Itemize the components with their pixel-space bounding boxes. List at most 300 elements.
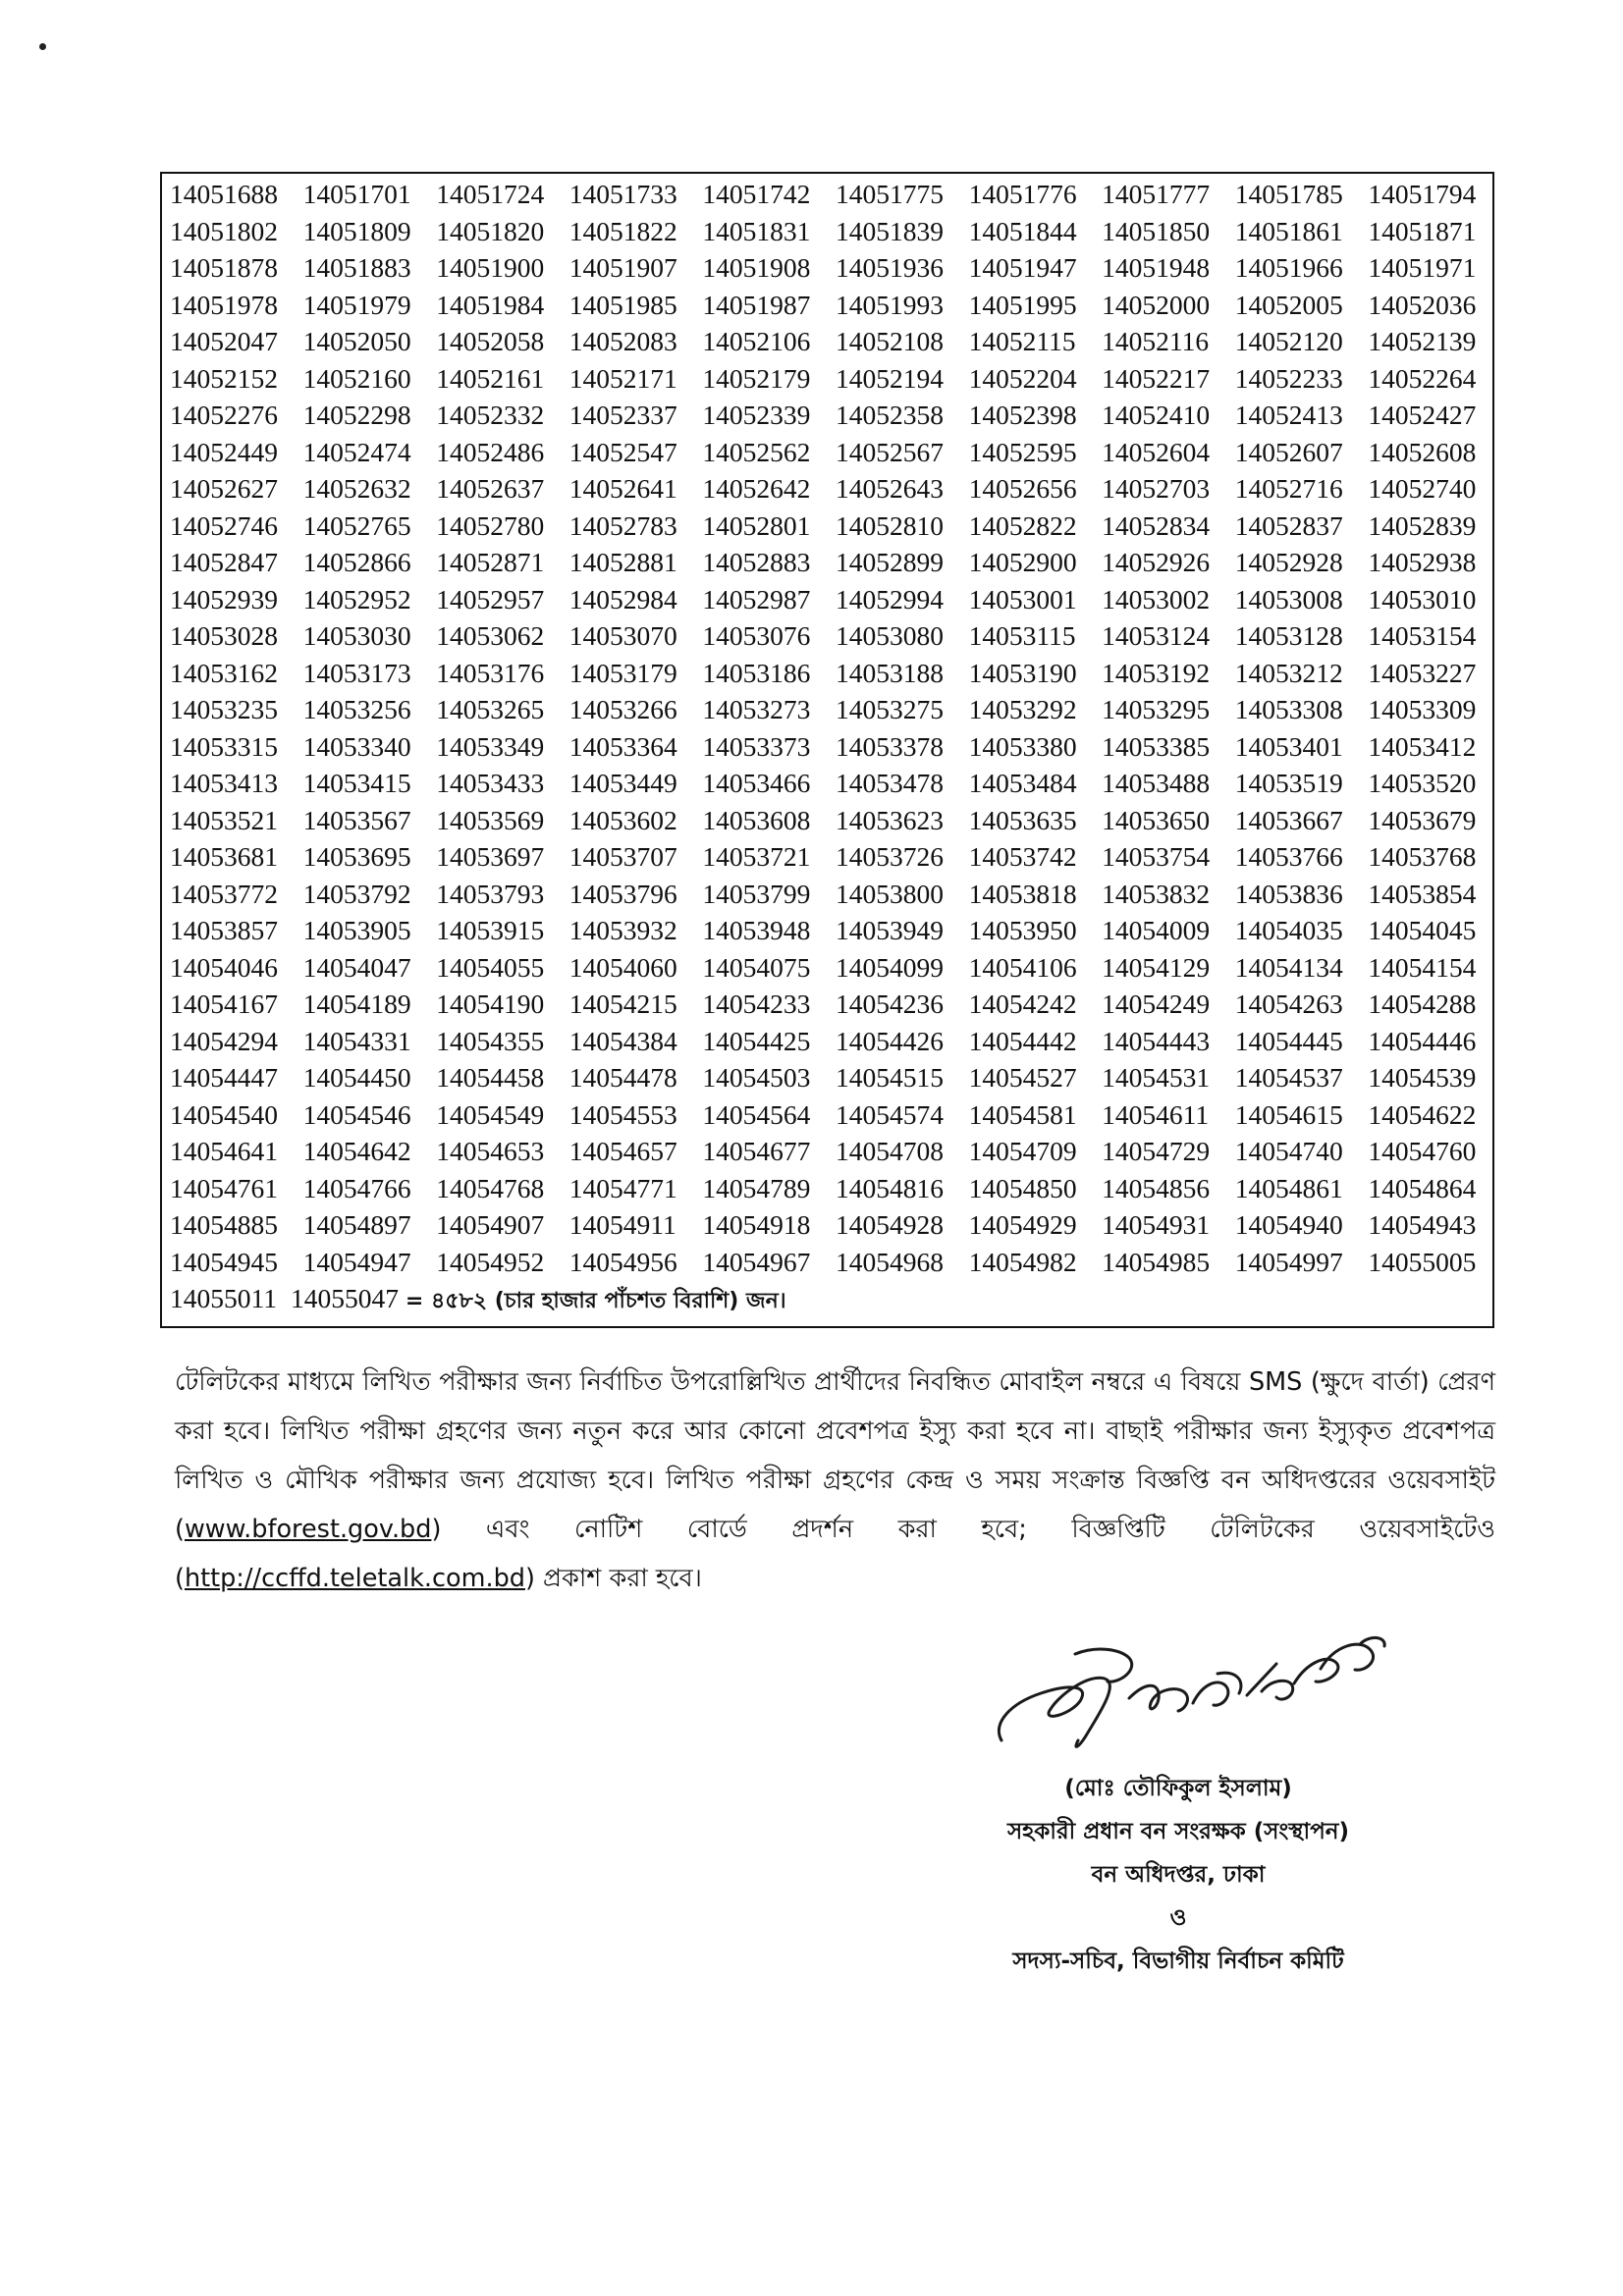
roll-number: 14054615 <box>1234 1098 1343 1130</box>
roll-number: 14054611 <box>1102 1098 1210 1130</box>
roll-number: 14054789 <box>702 1172 811 1203</box>
roll-number: 14052939 <box>170 583 278 614</box>
roll-number: 14052005 <box>1234 289 1343 320</box>
roll-number: 14054236 <box>835 988 944 1019</box>
roll-number: 14052298 <box>302 400 411 430</box>
roll-number: 14052994 <box>835 583 944 614</box>
roll-number: 14054956 <box>568 1246 677 1277</box>
roll-number: 14051839 <box>835 215 944 246</box>
signatory-designation: সহকারী প্রধান বন সংরক্ষক (সংস্থাপন) <box>1006 1819 1350 1844</box>
signatory-block <box>844 1767 1512 1983</box>
roll-number: 14054263 <box>1234 988 1343 1019</box>
roll-number: 14053932 <box>568 915 677 945</box>
roll-number: 14054047 <box>302 951 411 983</box>
roll-number: 14053002 <box>1102 583 1211 614</box>
roll-number: 14052740 <box>1368 473 1477 504</box>
roll-number: 14052595 <box>968 436 1077 467</box>
roll-number: 14054940 <box>1234 1209 1343 1240</box>
notice-text: ) এবং নোটিশ বোর্ডে প্রদর্শন করা হবে; বিজ্ঞপ্তিটি টেলিটকের ওয়েবসাইটেও ( <box>175 1515 1495 1593</box>
roll-number: 14053567 <box>302 804 411 835</box>
roll-number: 14054574 <box>835 1098 944 1130</box>
roll-number: 14054458 <box>436 1062 545 1093</box>
roll-number: 14054761 <box>170 1172 278 1203</box>
roll-number: 14052120 <box>1234 326 1343 356</box>
roll-number: 14054766 <box>302 1172 411 1203</box>
roll-number: 14052115 <box>968 326 1076 356</box>
roll-number: 14053520 <box>1368 768 1477 798</box>
roll-number: 14053772 <box>170 878 278 909</box>
roll-number: 14052108 <box>835 326 944 356</box>
roll-number: 14053308 <box>1234 694 1343 724</box>
roll-number: 14052562 <box>702 436 811 467</box>
roll-number: 14053080 <box>835 620 944 651</box>
roll-number: 14053799 <box>702 878 811 909</box>
roll-number: 14054918 <box>702 1209 811 1240</box>
signatory-office: বন অধিদপ্তর, ঢাকা <box>1091 1862 1266 1888</box>
roll-number: 14054885 <box>170 1209 278 1240</box>
roll-number: 14053950 <box>968 915 1077 945</box>
roll-number: 14051908 <box>702 252 811 283</box>
roll-number: 14053315 <box>170 730 278 762</box>
roll-number: 14055011 <box>170 1283 277 1313</box>
roll-number: 14051900 <box>436 252 545 283</box>
roll-number: 14053265 <box>436 694 545 724</box>
roll-number: 14053295 <box>1102 694 1211 724</box>
roll-number: 14054929 <box>968 1209 1077 1240</box>
roll-number: 14054331 <box>302 1025 411 1056</box>
roll-number: 14054653 <box>436 1136 545 1166</box>
roll-number: 14052160 <box>302 362 411 394</box>
roll-number: 14054947 <box>302 1246 411 1277</box>
roll-number: 14054911 <box>568 1209 676 1240</box>
roll-number: 14051984 <box>436 289 545 320</box>
roll-number: 14052339 <box>702 400 811 430</box>
roll-number: 14053608 <box>702 804 811 835</box>
roll-number: 14053742 <box>968 841 1077 872</box>
roll-number: 14054816 <box>835 1172 944 1203</box>
roll-number: 14053635 <box>968 804 1077 835</box>
roll-number: 14054931 <box>1102 1209 1211 1240</box>
roll-number: 14053188 <box>835 657 944 688</box>
roll-number: 14051995 <box>968 289 1077 320</box>
roll-number: 14053235 <box>170 694 278 724</box>
roll-number: 14054233 <box>702 988 811 1019</box>
roll-number: 14051809 <box>302 215 411 246</box>
roll-number: 14053695 <box>302 841 411 872</box>
roll-number: 14052810 <box>835 509 944 541</box>
roll-number: 14052928 <box>1234 547 1343 577</box>
roll-number: 14054943 <box>1368 1209 1477 1240</box>
roll-number: 14054740 <box>1234 1136 1343 1166</box>
roll-number: 14053949 <box>835 915 944 945</box>
roll-number: 14054060 <box>568 951 677 983</box>
roll-number: 14052217 <box>1102 362 1211 394</box>
roll-number: 14052627 <box>170 473 278 504</box>
roll-number: 14054928 <box>835 1209 944 1240</box>
roll-number: 14051777 <box>1102 179 1211 209</box>
roll-number: 14053697 <box>436 841 545 872</box>
roll-number: 14054446 <box>1368 1025 1477 1056</box>
roll-number: 14052047 <box>170 326 278 356</box>
roll-number: 14053521 <box>170 804 278 835</box>
roll-number: 14054945 <box>170 1246 278 1277</box>
roll-number: 14052398 <box>968 400 1077 430</box>
roll-number: 14054540 <box>170 1098 278 1130</box>
roll-number: 14054099 <box>835 951 944 983</box>
roll-number: 14053176 <box>436 657 545 688</box>
roll-number: 14054622 <box>1368 1098 1477 1130</box>
roll-number: 14053623 <box>835 804 944 835</box>
roll-number-table <box>160 172 1494 1328</box>
roll-number: 14053449 <box>568 768 677 798</box>
roll-number: 14052194 <box>835 362 944 394</box>
roll-number: 14053212 <box>1234 657 1343 688</box>
roll-number: 14051701 <box>302 179 411 209</box>
roll-final-line <box>170 1280 1492 1320</box>
roll-number: 14053385 <box>1102 730 1211 762</box>
roll-number: 14053667 <box>1234 804 1343 835</box>
roll-number: 14052050 <box>302 326 411 356</box>
roll-number: 14052847 <box>170 547 278 577</box>
roll-number: 14053707 <box>568 841 677 872</box>
roll-number: 14053569 <box>436 804 545 835</box>
roll-number: 14052486 <box>436 436 545 467</box>
roll-number: 14054856 <box>1102 1172 1211 1203</box>
roll-number: 14051742 <box>702 179 811 209</box>
roll-number: 14052264 <box>1368 362 1477 394</box>
roll-number: 14054442 <box>968 1025 1077 1056</box>
roll-number: 14051985 <box>568 289 677 320</box>
roll-number: 14053818 <box>968 878 1077 909</box>
roll-number: 14053488 <box>1102 768 1211 798</box>
roll-number: 14052171 <box>568 362 677 394</box>
roll-number: 14053401 <box>1234 730 1343 762</box>
roll-number: 14054907 <box>436 1209 545 1240</box>
roll-number: 14052000 <box>1102 289 1211 320</box>
roll-number: 14053433 <box>436 768 545 798</box>
roll-number: 14052567 <box>835 436 944 467</box>
roll-number: 14052604 <box>1102 436 1211 467</box>
page-mark-dot <box>39 43 46 50</box>
roll-number: 14051724 <box>436 179 545 209</box>
roll-number: 14052716 <box>1234 473 1343 504</box>
bforest-website-link[interactable]: www.bforest.gov.bd <box>184 1515 432 1544</box>
roll-number: 14054553 <box>568 1098 677 1130</box>
roll-number: 14052632 <box>302 473 411 504</box>
roll-number: 14053373 <box>702 730 811 762</box>
roll-number: 14054426 <box>835 1025 944 1056</box>
roll-number: 14052938 <box>1368 547 1477 577</box>
roll-number: 14052957 <box>436 583 545 614</box>
roll-number: 14052642 <box>702 473 811 504</box>
roll-number: 14054425 <box>702 1025 811 1056</box>
roll-number: 14054443 <box>1102 1025 1211 1056</box>
roll-number: 14052152 <box>170 362 278 394</box>
roll-number: 14054581 <box>968 1098 1077 1130</box>
roll-number: 14053681 <box>170 841 278 872</box>
roll-number: 14053412 <box>1368 730 1477 762</box>
roll-number: 14052656 <box>968 473 1077 504</box>
roll-number: 14053070 <box>568 620 677 651</box>
roll-number: 14053915 <box>436 915 545 945</box>
teletalk-website-link[interactable]: http://ccffd.teletalk.com.bd <box>184 1564 525 1593</box>
roll-number: 14054215 <box>568 988 677 1019</box>
roll-number: 14053415 <box>302 768 411 798</box>
roll-number: 14051733 <box>568 179 677 209</box>
roll-number: 14053349 <box>436 730 545 762</box>
total-count: = ৪৫৮২ (চার হাজার পাঁচশত বিরাশি) জন। <box>405 1289 786 1313</box>
roll-number: 14054355 <box>436 1025 545 1056</box>
roll-number: 14053364 <box>568 730 677 762</box>
roll-number: 14051993 <box>835 289 944 320</box>
roll-number: 14053266 <box>568 694 677 724</box>
roll-number: 14053754 <box>1102 841 1211 872</box>
roll-number: 14051987 <box>702 289 811 320</box>
roll-number: 14052926 <box>1102 547 1211 577</box>
roll-number: 14051878 <box>170 252 278 283</box>
roll-number: 14053721 <box>702 841 811 872</box>
roll-number: 14051948 <box>1102 252 1211 283</box>
roll-number: 14054539 <box>1368 1062 1477 1093</box>
roll-number: 14053154 <box>1368 620 1477 651</box>
roll-number: 14053857 <box>170 915 278 945</box>
roll-number: 14054952 <box>436 1246 545 1277</box>
roll-number: 14053179 <box>568 657 677 688</box>
roll-number: 14052608 <box>1368 436 1477 467</box>
roll-number: 14053124 <box>1102 620 1211 651</box>
roll-number: 14052413 <box>1234 400 1343 430</box>
roll-number: 14052883 <box>702 547 811 577</box>
roll-number: 14053948 <box>702 915 811 945</box>
roll-number: 14051966 <box>1234 252 1343 283</box>
roll-number: 14052839 <box>1368 509 1477 541</box>
roll-number: 14051861 <box>1234 215 1343 246</box>
roll-number: 14051883 <box>302 252 411 283</box>
roll-number: 14052083 <box>568 326 677 356</box>
roll-number: 14054450 <box>302 1062 411 1093</box>
roll-number: 14051775 <box>835 179 944 209</box>
roll-number: 14052899 <box>835 547 944 577</box>
roll-number: 14051820 <box>436 215 545 246</box>
roll-number: 14054708 <box>835 1136 944 1166</box>
roll-number: 14052410 <box>1102 400 1211 430</box>
roll-number: 14052204 <box>968 362 1077 394</box>
roll-number: 14054242 <box>968 988 1077 1019</box>
roll-number: 14053001 <box>968 583 1077 614</box>
roll-number: 14054445 <box>1234 1025 1343 1056</box>
roll-number: 14051871 <box>1368 215 1477 246</box>
roll-number: 14052871 <box>436 547 545 577</box>
signatory-role: সদস্য-সচিব, বিভাগীয় নির্বাচন কমিটি <box>1012 1949 1344 1974</box>
roll-number: 14054641 <box>170 1136 278 1166</box>
roll-number: 14053726 <box>835 841 944 872</box>
roll-number: 14052866 <box>302 547 411 577</box>
roll-number: 14052607 <box>1234 436 1343 467</box>
roll-number: 14054009 <box>1102 915 1211 945</box>
roll-number: 14054154 <box>1368 951 1477 983</box>
roll-number: 14054515 <box>835 1062 944 1093</box>
roll-number: 14052881 <box>568 547 677 577</box>
roll-number: 14052116 <box>1102 326 1210 356</box>
roll-number: 14051831 <box>702 215 811 246</box>
roll-number: 14053679 <box>1368 804 1477 835</box>
roll-number: 14054642 <box>302 1136 411 1166</box>
roll-number: 14053766 <box>1234 841 1343 872</box>
roll-number: 14053192 <box>1102 657 1211 688</box>
roll-number: 14052987 <box>702 583 811 614</box>
roll-number: 14051978 <box>170 289 278 320</box>
roll-number: 14054982 <box>968 1246 1077 1277</box>
roll-number: 14054864 <box>1368 1172 1477 1203</box>
roll-number: 14052106 <box>702 326 811 356</box>
roll-number: 14052765 <box>302 509 411 541</box>
signatory-name: (মোঃ তৌফিকুল ইসলাম) <box>1064 1776 1292 1801</box>
roll-number: 14053256 <box>302 694 411 724</box>
roll-number: 14053008 <box>1234 583 1343 614</box>
roll-number: 14053650 <box>1102 804 1211 835</box>
roll-number: 14053227 <box>1368 657 1477 688</box>
roll-number: 14054527 <box>968 1062 1077 1093</box>
roll-number: 14054035 <box>1234 915 1343 945</box>
roll-number: 14052637 <box>436 473 545 504</box>
roll-number: 14054106 <box>968 951 1077 983</box>
roll-number: 14053478 <box>835 768 944 798</box>
roll-number: 14051776 <box>968 179 1077 209</box>
roll-number: 14052780 <box>436 509 545 541</box>
roll-number: 14053292 <box>968 694 1077 724</box>
roll-number: 14053836 <box>1234 878 1343 909</box>
roll-number: 14054249 <box>1102 988 1211 1019</box>
roll-number: 14054549 <box>436 1098 545 1130</box>
roll-number: 14052358 <box>835 400 944 430</box>
roll-number: 14051979 <box>302 289 411 320</box>
roll-number: 14052337 <box>568 400 677 430</box>
roll-number: 14052822 <box>968 509 1077 541</box>
roll-number: 14053030 <box>302 620 411 651</box>
roll-number: 14052547 <box>568 436 677 467</box>
roll-number: 14054861 <box>1234 1172 1343 1203</box>
roll-number: 14051794 <box>1368 179 1477 209</box>
roll-number: 14052641 <box>568 473 677 504</box>
roll-number: 14054046 <box>170 951 278 983</box>
roll-number: 14054294 <box>170 1025 278 1056</box>
roll-number: 14053905 <box>302 915 411 945</box>
roll-number: 14054045 <box>1368 915 1477 945</box>
roll-number: 14054768 <box>436 1172 545 1203</box>
roll-number: 14052703 <box>1102 473 1211 504</box>
roll-number: 14053309 <box>1368 694 1477 724</box>
roll-number: 14051850 <box>1102 215 1211 246</box>
roll-number: 14052427 <box>1368 400 1477 430</box>
roll-number: 14054657 <box>568 1136 677 1166</box>
roll-number: 14054478 <box>568 1062 677 1093</box>
roll-number: 14054760 <box>1368 1136 1477 1166</box>
roll-number: 14052179 <box>702 362 811 394</box>
roll-number: 14054075 <box>702 951 811 983</box>
roll-number: 14053854 <box>1368 878 1477 909</box>
roll-number: 14053028 <box>170 620 278 651</box>
roll-number: 14054997 <box>1234 1246 1343 1277</box>
roll-number: 14051822 <box>568 215 677 246</box>
roll-number: 14053484 <box>968 768 1077 798</box>
roll-number: 14052233 <box>1234 362 1343 394</box>
roll-number: 14053062 <box>436 620 545 651</box>
notice-text: টেলিটকের মাধ্যমে লিখিত পরীক্ষার জন্য নির্বাচিত উপরোল্লিখিত প্রার্থীদের নিবন্ধিত মোবাইল নম্বরে এ বিষয়ে SMS (ক্ষুদে বার্তা) প্রেরণ করা হবে। লিখিত পরীক্ষা গ্রহণের জন্য নতুন করে আর কোনো প্রবেশপত্র ইস্যু করা হবে না। বাছাই পরীক্ষার জন্য ইস্যুকৃত প্রবেশপত্র লিখিত ও মৌখিক পরীক্ষার জন্য প্রযোজ্য হবে। লিখিত পরীক্ষা গ্রহণের কেন্দ্র ও সময় সংক্রান্ত বিজ্ঞপ্তি বন অধিদপ্তরের ওয়েবসাইট ( <box>175 1367 1495 1544</box>
roll-number: 14054531 <box>1102 1062 1211 1093</box>
roll-number: 14052058 <box>436 326 545 356</box>
roll-number: 14052801 <box>702 509 811 541</box>
roll-number: 14053275 <box>835 694 944 724</box>
roll-number: 14052643 <box>835 473 944 504</box>
roll-number: 14054967 <box>702 1246 811 1277</box>
roll-number: 14052139 <box>1368 326 1477 356</box>
roll-number: 14052332 <box>436 400 545 430</box>
roll-number: 14053519 <box>1234 768 1343 798</box>
signatory-conjunction: ও <box>1169 1905 1187 1931</box>
roll-number: 14051785 <box>1234 179 1343 209</box>
roll-number: 14053792 <box>302 878 411 909</box>
roll-number: 14051907 <box>568 252 677 283</box>
roll-number: 14052952 <box>302 583 411 614</box>
roll-number: 14053602 <box>568 804 677 835</box>
roll-number: 14054850 <box>968 1172 1077 1203</box>
roll-number: 14052474 <box>302 436 411 467</box>
roll-number: 14054384 <box>568 1025 677 1056</box>
roll-number: 14053413 <box>170 768 278 798</box>
roll-number: 14054503 <box>702 1062 811 1093</box>
notice-paragraph <box>175 1358 1495 1603</box>
roll-number: 14052746 <box>170 509 278 541</box>
roll-number: 14053010 <box>1368 583 1477 614</box>
roll-number: 14053380 <box>968 730 1077 762</box>
roll-number: 14053186 <box>702 657 811 688</box>
roll-number: 14053800 <box>835 878 944 909</box>
roll-number: 14052036 <box>1368 289 1477 320</box>
roll-number: 14054190 <box>436 988 545 1019</box>
roll-number: 14053378 <box>835 730 944 762</box>
roll-number: 14054134 <box>1234 951 1343 983</box>
roll-number: 14054055 <box>436 951 545 983</box>
roll-number-grid <box>170 176 1492 1280</box>
roll-number: 14054677 <box>702 1136 811 1166</box>
roll-number: 14053340 <box>302 730 411 762</box>
roll-number: 14053173 <box>302 657 411 688</box>
roll-number: 14051936 <box>835 252 944 283</box>
roll-number: 14055047 <box>290 1283 399 1313</box>
roll-number: 14054968 <box>835 1246 944 1277</box>
roll-number: 14054189 <box>302 988 411 1019</box>
roll-number: 14054167 <box>170 988 278 1019</box>
roll-number: 14054729 <box>1102 1136 1211 1166</box>
roll-number: 14053466 <box>702 768 811 798</box>
roll-number: 14053832 <box>1102 878 1211 909</box>
roll-number: 14051688 <box>170 179 278 209</box>
roll-number: 14054709 <box>968 1136 1077 1166</box>
roll-number: 14055005 <box>1368 1246 1477 1277</box>
roll-number: 14053115 <box>968 620 1076 651</box>
roll-number: 14052837 <box>1234 509 1343 541</box>
roll-number: 14053793 <box>436 878 545 909</box>
roll-number: 14054985 <box>1102 1246 1211 1277</box>
roll-number: 14054288 <box>1368 988 1477 1019</box>
roll-number: 14054129 <box>1102 951 1211 983</box>
notice-text: ) প্রকাশ করা হবে। <box>524 1564 702 1593</box>
roll-number: 14053190 <box>968 657 1077 688</box>
roll-number: 14052783 <box>568 509 677 541</box>
roll-number: 14052161 <box>436 362 545 394</box>
roll-number: 14051971 <box>1368 252 1477 283</box>
roll-number: 14053796 <box>568 878 677 909</box>
